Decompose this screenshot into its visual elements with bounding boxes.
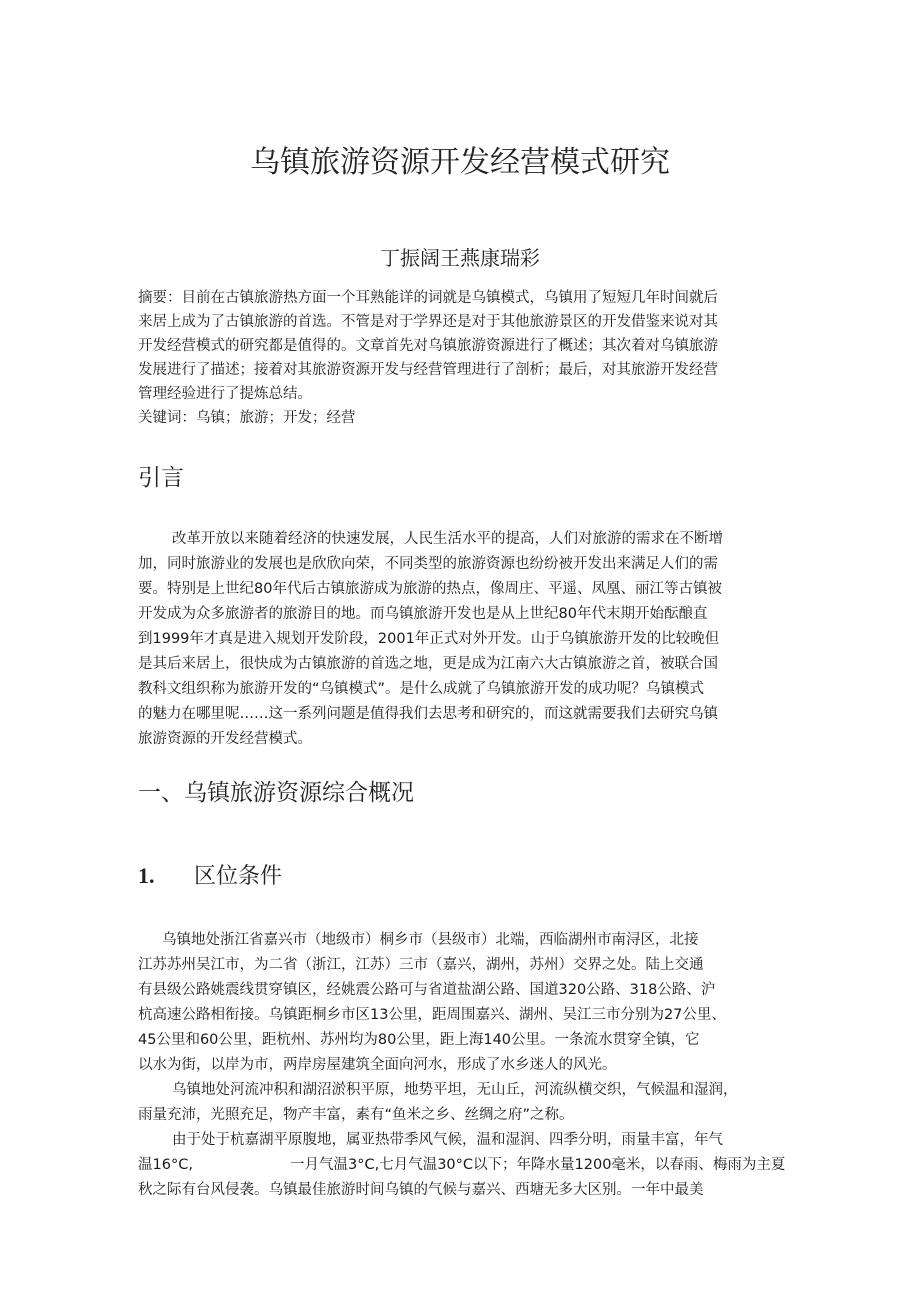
intro-line: 改革开放以来随着经济的快速发展，人民生活水平的提高，人们对旅游的需求在不断增 [172, 531, 723, 547]
abstract-line: 来居上成为了古镇旅游的首选。不管是对于学界还是对于其他旅游景区的开发借鉴来说对其 [138, 314, 718, 330]
body-line: 雨量充沛，光照充足，物产丰富，素有“鱼米之乡、丝绸之府”之称。 [138, 1107, 574, 1123]
body-line: 乌镇地处河流冲积和湖沼淤积平原，地势平坦，无山丘，河流纵横交织，气候温和湿润， [172, 1082, 738, 1098]
intro-line: 加，同时旅游业的发展也是欣欣向荣，不同类型的旅游资源也纷纷被开发出来满足人们的需 [138, 556, 718, 572]
intro-line: 到1999年才真是进入规划开发阶段，2001年正式对外开发。山于乌镇旅游开发的比较晚但 [138, 631, 720, 647]
body-line: 秋之际有台风侵袭。乌镇最佳旅游时间乌镇的气候与嘉兴、西塘无多大区别。一年中最美 [138, 1182, 704, 1198]
intro-line: 教科文组织称为旅游开发的“乌镇模式”。是什么成就了乌镇旅游开发的成功呢？乌镇模式 [138, 681, 705, 697]
abstract-line: 管理经验进行了提炼总结。 [138, 386, 312, 402]
subsection-title: 区位条件 [194, 864, 283, 889]
body-line: 杭高速公路相衔接。乌镇距桐乡市区13公里，距周围嘉兴、湖州、吴江三市分别为27公里、 [138, 1007, 726, 1023]
section-heading: 一、乌镇旅游资源综合概况 [138, 780, 414, 806]
keywords: 关键词：乌镇；旅游；开发；经营 [138, 410, 356, 426]
body-line: 乌镇地处浙江省嘉兴市（地级市）桐乡市（县级市）北端，西临湖州市南浔区，北接 [162, 932, 699, 948]
abstract-line: 摘要：目前在古镇旅游热方面一个耳熟能详的词就是乌镇模式，乌镇用了短短几年时间就后 [138, 290, 718, 306]
abstract-line: 发展进行了描述；接着对其旅游资源开发与经营管理进行了剖析；最后，对其旅游开发经营 [138, 362, 718, 378]
subsection-number: 1. [138, 863, 155, 888]
abstract-line: 开发经营模式的研究都是值得的。文章首先对乌镇旅游资源进行了概述；其次着对乌镇旅游 [138, 338, 718, 354]
body-line: 以水为街，以岸为市，两岸房屋建筑全面向河水，形成了水乡迷人的风光。 [138, 1057, 617, 1073]
body-line: 江苏苏州吴江市，为二省（浙江，江苏）三市（嘉兴，湖州，苏州）交界之处。陆上交通 [138, 957, 704, 973]
body-line: 温16°C, [138, 1157, 193, 1173]
body-line: 有县级公路姚震线贯穿镇区，经姚震公路可与省道盐湖公路、国道320公路、318公路、沪 [138, 982, 716, 998]
subsection-heading [138, 861, 282, 892]
document-title: 乌镇旅游资源开发经营模式研究 [250, 145, 670, 180]
intro-line: 旅游资源的开发经营模式。 [138, 731, 312, 747]
body-line: 45公里和60公里，距杭州、苏州均为80公里，距上海140公里。一条流水贯穿全镇，它 [138, 1032, 700, 1048]
intro-heading: 引言 [138, 465, 184, 491]
body-line: 一月气温3°C,七月气温30°C以下；年降水量1200毫米，以春雨、梅雨为主夏 [290, 1157, 786, 1173]
body-line: 由于处于杭嘉湖平原腹地，属亚热带季风气候，温和湿润、四季分明，雨量丰富，年气 [172, 1132, 723, 1148]
intro-line: 开发成为众多旅游者的旅游目的地。而乌镇旅游开发也是从上世纪80年代末期开始酝酿直 [138, 606, 708, 622]
authors: 丁振阔王燕康瑞彩 [380, 246, 540, 270]
intro-line: 的魅力在哪里呢……这一系列问题是值得我们去思考和研究的，而这就需要我们去研究乌镇 [138, 706, 718, 722]
intro-line: 是其后来居上，很快成为古镇旅游的首选之地，更是成为江南六大古镇旅游之首，被联合国 [138, 656, 718, 672]
intro-line: 要。特别是上世纪80年代后古镇旅游成为旅游的热点，像周庄、平遥、凤凰、丽江等古镇被 [138, 581, 722, 597]
